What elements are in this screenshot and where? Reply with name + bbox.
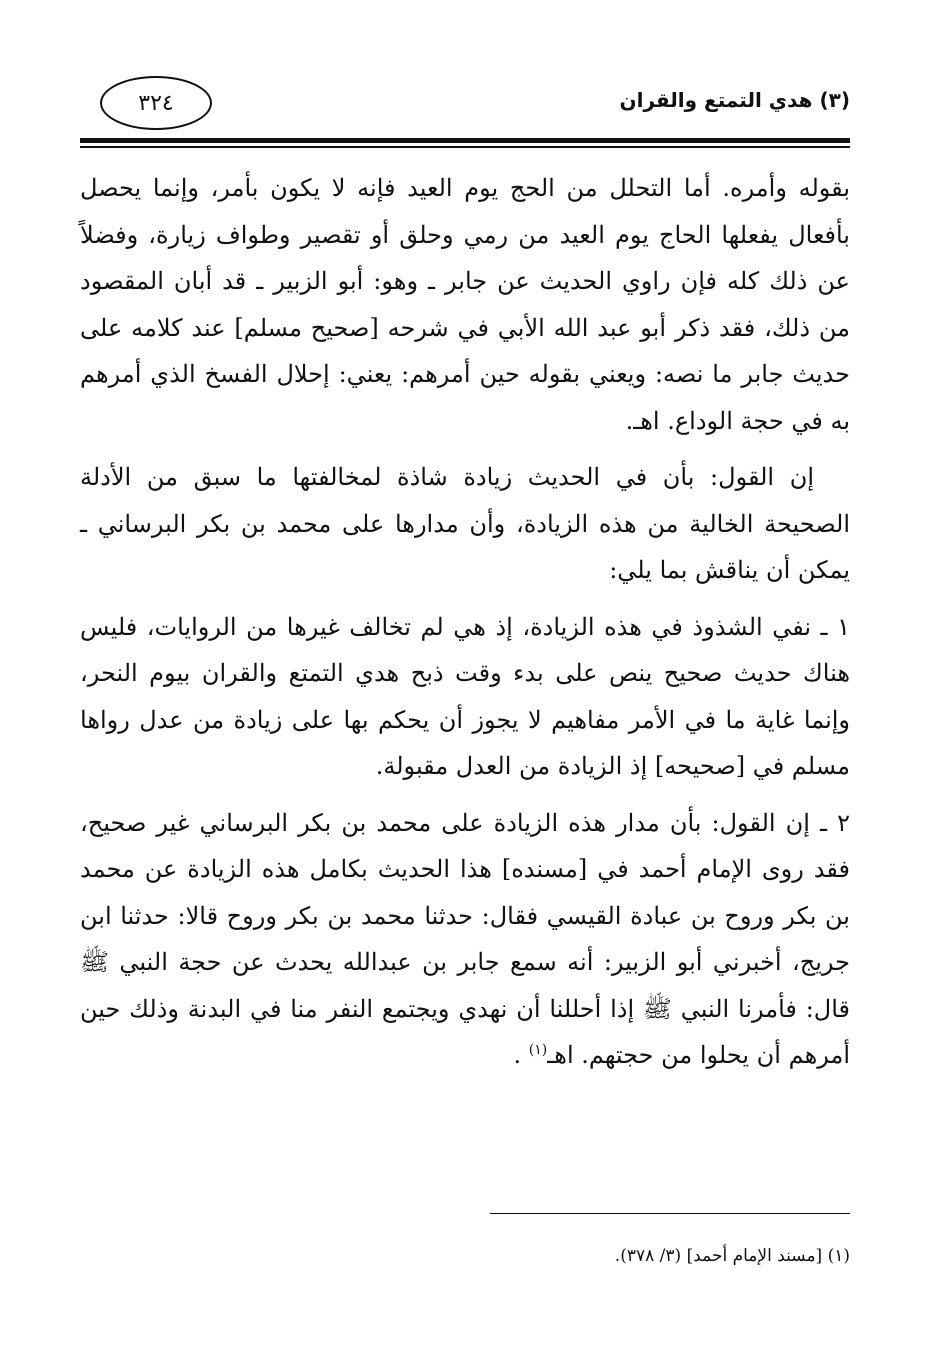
paragraph-2: إن القول: بأن في الحديث زيادة شاذة لمخالفتها ما سبق من الأدلة الصحيحة الخالية من هذه الزيادة، وأن مدارها على محمد بن بكر البرساني ـ يمكن أن يناقش بما يلي:	[80, 463, 850, 584]
page-header	[80, 70, 850, 150]
page-number: ٣٢٤	[100, 76, 212, 130]
paragraph-4	[80, 800, 850, 1079]
paragraph-4-end: .	[513, 1041, 522, 1069]
running-title: (٣) هدي التمتع والقران	[619, 88, 850, 112]
paragraph-4-text: ٢ ـ إن القول: بأن مدار هذه الزيادة على محمد بن بكر البرساني غير صحيح، فقد روى الإمام أحمد في [مسنده] هذا الحديث بكامل هذه الزيادة عن محمد بن بكر وروح بن عبادة القيسي فقال: حدثنا محمد بن بكر وروح قالا: حدثنا ابن جريج، أخبرني أبو الزبير: أنه سمع جابر بن عبدالله يحدث عن حجة النبي ﷺ قال: فأمرنا النبي ﷺ إذا أحللنا أن نهدي ويجتمع النفر منا في البدنة وذلك حين أمرهم أن يحلوا من حجتهم. اهـ	[80, 808, 850, 1069]
paragraph-3: ١ ـ نفي الشذوذ في هذه الزيادة، إذ هي لم تخالف غيرها من الروايات، فليس هناك حديث صحيح ينص على بدء وقت ذبح هدي التمتع والقران بيوم النحر، وإنما غاية ما في الأمر مفاهيم لا يجوز أن يحكم بها على زيادة من عدل رواها مسلم في [صحيحه] إذ الزيادة من العدل مقبولة.	[80, 612, 851, 780]
paragraph-1: بقوله وأمره. أما التحلل من الحج يوم العيد فإنه لا يكون بأمر، وإنما يحصل بأفعال يفعلها الحاج يوم العيد من رمي وحلق أو تقصير وطواف زيارة، وفضلاً عن ذلك كله فإن راوي الحديث عن جابر ـ وهو: أبو الزبير ـ قد أبان المقصود من ذلك، فقد ذكر أبو عبد الله الأبي في شرحه [صحيح مسلم] عند كلامه على حديث جابر ما نصه: ويعني بقوله حين أمرهم: يعني: إحلال الفسخ الذي أمرهم به في حجة الوداع. اهـ.	[80, 174, 851, 435]
footnote-reference[interactable]: (١)	[528, 1042, 548, 1058]
footnote: (١) [مسند الإمام أحمد] (٣/ ٣٧٨).	[614, 1246, 850, 1266]
body-text	[80, 165, 850, 1089]
footnote-separator	[490, 1213, 850, 1214]
header-rule-thick	[80, 138, 850, 143]
header-rule-thin	[80, 146, 850, 148]
